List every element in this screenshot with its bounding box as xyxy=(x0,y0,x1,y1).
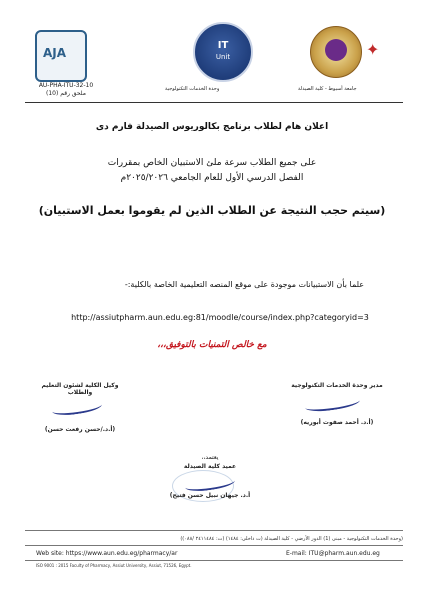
announcement-line-2: على جميع الطلاب سرعة ملئ الاستبيان الخاص بمقررات xyxy=(107,158,317,168)
survey-note: علما بأن الاستبيانات موجودة على موقع المنصه التعليمية الخاصة بالكلية:- xyxy=(124,280,364,289)
dean-signature xyxy=(150,454,270,499)
footer-address: (وحدة الخدمات التكنولوجية - مبنى (1) الدور الأرضي - كلية الصيدلة (ت داخلى: ١٤٨٤) (ت: ٢٤١١٤٨٤ /٠٨٨)) xyxy=(180,536,403,542)
vice-dean-name: (أ.د./حسن رفعت حسن) xyxy=(44,426,116,433)
faculty-label: جامعة أسيوط - كلية الصيدلة xyxy=(298,86,357,92)
approval-label: يعتمد،، xyxy=(201,454,219,461)
footer-divider-3 xyxy=(25,560,403,561)
footer-email[interactable]: E-mail: ITU@pharm.aun.edu.eg xyxy=(286,550,380,557)
faculty-logo-core xyxy=(325,39,347,61)
dean-role: عميد كلية الصيدلة xyxy=(183,463,237,470)
it-unit-label: وحدة الخدمات التكنولوجية xyxy=(165,86,220,92)
footer-divider-2 xyxy=(25,545,403,546)
footer-divider-1 xyxy=(25,530,403,531)
warning-text: (سيتم حجب النتيجة عن الطلاب الذين لم يقوموا بعمل الاستبيان) xyxy=(38,204,386,217)
wishes-text: مع خالص التمنيات بالتوفيق،،، xyxy=(157,340,267,350)
it-logo-bottom: Unit xyxy=(215,53,231,61)
dean-name: أ.د. جيهان نبيل حسن فتيح) xyxy=(169,492,251,499)
appendix-label: ملحق رقم (10) xyxy=(46,90,86,97)
aja-logo-text: AJA xyxy=(43,46,67,60)
survey-url[interactable]: http://assiutpharm.aun.edu.eg:81/moodle/course/index.php?categoryid=3 xyxy=(71,313,369,322)
vice-dean-role: وكيل الكلية لشئون التعليم والطلاب xyxy=(41,382,119,396)
footer-iso: ISO 9001 : 2015 Faculty of Pharmacy, Assiut University, Assiut, 71526, Egypt. xyxy=(36,563,192,568)
faculty-logo xyxy=(310,26,362,78)
star-icon: ✦ xyxy=(366,40,380,59)
announcement-line-3: الفصل الدرسي الأول للعام الجامعي ٢٠٢٥/٢٠٢٦م xyxy=(120,173,304,183)
doc-code: AU-PHA-ITU-32-10 xyxy=(38,82,94,89)
it-director-role: مدير وحدة الخدمات التكنولوجية xyxy=(291,382,383,389)
header-divider xyxy=(25,102,403,103)
announcement-title: اعلان هام لطلاب برنامج بكالوريوس الصيدلة فارم دى xyxy=(95,122,329,132)
footer-website[interactable]: Web site: https://www.aun.edu.eg/pharmacy/ar xyxy=(36,550,178,557)
it-unit-logo xyxy=(193,22,253,82)
aja-logo xyxy=(35,30,87,82)
it-logo-top: IT xyxy=(217,40,229,51)
it-director-name: (أ.د. أحمد صفوت أبوريه) xyxy=(300,419,374,426)
doc-code-block xyxy=(26,82,106,98)
